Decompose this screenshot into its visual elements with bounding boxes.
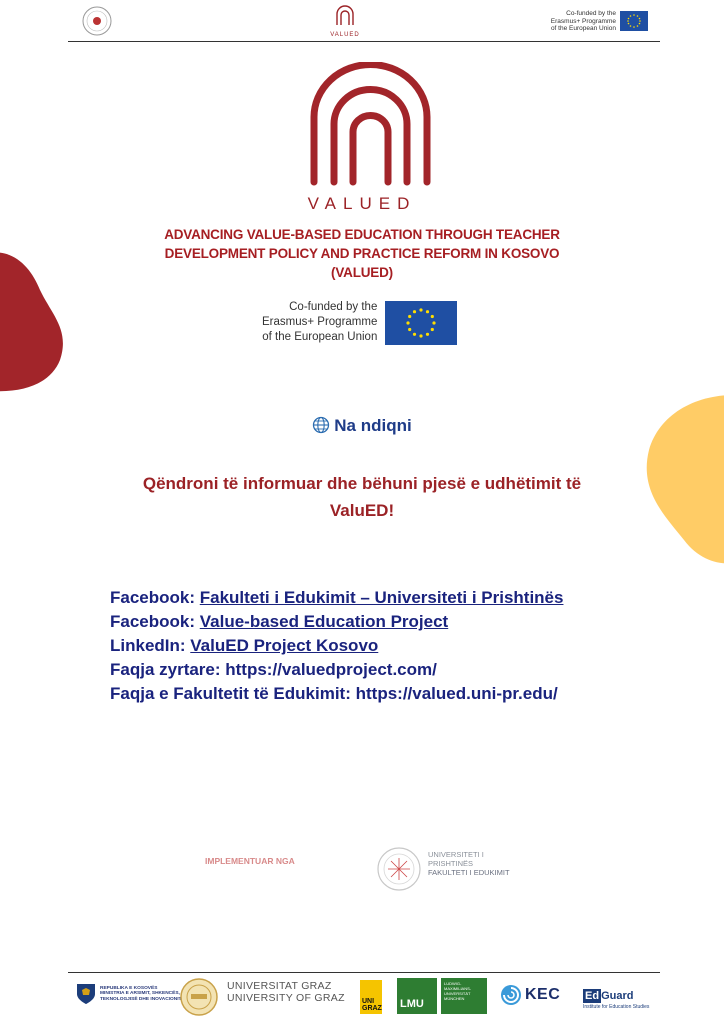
gold-seal-icon bbox=[180, 978, 218, 1016]
cofund-small-text: Co-funded by the Erasmus+ Programme of the European Union bbox=[550, 10, 616, 32]
decorative-red-blob bbox=[0, 245, 66, 395]
kec-logo: KEC bbox=[500, 984, 560, 1006]
link-row-official-site: Faqja zyrtare: https://valuedproject.com/ bbox=[110, 660, 437, 679]
kosovo-crest-icon bbox=[75, 982, 97, 1006]
graz-university-text: UNIVERSITAT GRAZ UNIVERSITY OF GRAZ bbox=[227, 980, 345, 1004]
valued-small-label: VALUED bbox=[330, 32, 360, 38]
implemented-by-label: IMPLEMENTUAR NGA bbox=[205, 856, 295, 866]
link-row-facebook-project: Facebook: Value-based Education Project bbox=[110, 612, 449, 631]
social-links bbox=[110, 586, 670, 706]
cofund-small bbox=[551, 10, 648, 33]
ministry-logo: REPUBLIKA E KOSOVËS MINISTRIA E ARSIMIT, SHKENCËS, TEKNOLOGJISË DHE INOVACIONIT bbox=[75, 982, 184, 1006]
official-site-url[interactable]: https://valuedproject.com/ bbox=[225, 660, 437, 679]
link-row-linkedin: LinkedIn: ValuED Project Kosovo bbox=[110, 636, 379, 655]
university-prishtina-text: UNIVERSITETI I PRISHTINËS FAKULTETI I EDUKIMIT bbox=[428, 850, 510, 877]
globe-icon bbox=[312, 416, 330, 434]
link-row-faculty-site: Faqja e Fakultetit të Edukimit: https://valued.uni-pr.edu/ bbox=[110, 684, 558, 703]
faculty-site-url[interactable]: https://valued.uni-pr.edu/ bbox=[355, 684, 558, 703]
partner-logos-footer bbox=[75, 978, 660, 1018]
linkedin-link[interactable]: ValuED Project Kosovo bbox=[190, 636, 379, 655]
university-seal-icon bbox=[82, 6, 112, 36]
project-title: ADVANCING VALUE-BASED EDUCATION THROUGH TEACHER DEVELOPMENT POLICY AND PRACTICE REFORM IN KOSOVO (VALUED) bbox=[164, 227, 560, 280]
follow-us-label: Na ndiqni bbox=[334, 416, 412, 435]
cofund-main bbox=[262, 300, 457, 345]
facebook-faculty-link[interactable]: Fakulteti i Edukimit – Universiteti i Prishtinës bbox=[199, 588, 564, 607]
valued-small-logo bbox=[330, 4, 360, 38]
valued-arch-logo bbox=[308, 62, 433, 187]
footer-divider bbox=[68, 972, 660, 973]
lmu-wordmark: LUDWIG- MAXIMILIANS- UNIVERSITÄT MÜNCHEN bbox=[441, 978, 487, 1014]
edguard-logo: Ed Guard Institute for Education Studies bbox=[583, 990, 650, 1010]
eu-flag-icon bbox=[620, 11, 648, 31]
kec-spiral-icon bbox=[500, 984, 522, 1006]
arch-small-icon bbox=[334, 4, 356, 26]
eu-flag-icon bbox=[385, 301, 457, 345]
university-prishtina-seal-icon bbox=[376, 846, 422, 892]
stay-informed-text: Qëndroni të informuar dhe bëhuni pjesë e udhëtimit të ValuED! bbox=[142, 474, 582, 520]
follow-us-heading bbox=[0, 416, 724, 436]
cofund-main-text: Co-funded by the Erasmus+ Programme of the European Union bbox=[262, 301, 378, 343]
facebook-project-link[interactable]: Value-based Education Project bbox=[199, 612, 449, 631]
valued-wordmark: VALUED bbox=[307, 194, 417, 213]
uni-graz-logo: UNI GRAZ bbox=[360, 980, 382, 1014]
page-header bbox=[68, 0, 660, 42]
link-row-facebook-faculty: Facebook: Fakulteti i Edukimit – Universiteti i Prishtinës bbox=[110, 588, 564, 607]
lmu-logo: LMU bbox=[397, 978, 437, 1014]
